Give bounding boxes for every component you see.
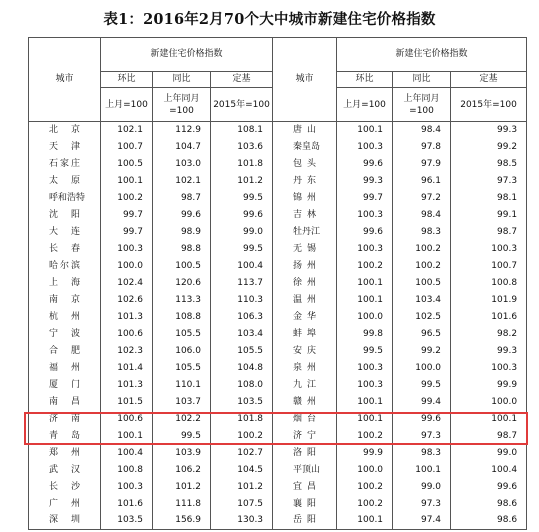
- yoy-cell: 100.5: [393, 275, 451, 292]
- city-cell: 济宁: [273, 428, 337, 445]
- fixed-base-cell: 99.0: [211, 224, 273, 241]
- mom-cell: 99.5: [337, 343, 393, 360]
- fixed-base-cell: 100.4: [211, 258, 273, 275]
- city-cell: 扬州: [273, 258, 337, 275]
- fixed-base-cell: 101.8: [211, 411, 273, 428]
- mom-cell: 100.3: [337, 377, 393, 394]
- city-cell: 哈尔滨: [29, 258, 101, 275]
- mom-cell: 99.7: [337, 190, 393, 207]
- city-cell: 岳阳: [273, 513, 337, 530]
- fixed-base-cell: 110.3: [211, 292, 273, 309]
- mom-cell: 100.0: [101, 258, 153, 275]
- table-row: [29, 428, 527, 445]
- yoy-cell: 120.6: [153, 275, 211, 292]
- fixed-base-cell: 99.3: [451, 122, 527, 139]
- fixed-base-cell: 100.0: [451, 394, 527, 411]
- city-cell: 广州: [29, 496, 101, 513]
- city-cell: 长春: [29, 241, 101, 258]
- mom-cell: 99.7: [101, 207, 153, 224]
- table-row: [29, 156, 527, 173]
- mom-cell: 102.3: [101, 343, 153, 360]
- yoy-cell: 106.0: [153, 343, 211, 360]
- yoy-cell: 101.2: [153, 479, 211, 496]
- yoy-cell: 102.5: [393, 309, 451, 326]
- base-yoy-right: 上年同月=100: [393, 88, 451, 122]
- fixed-base-cell: 100.7: [451, 258, 527, 275]
- city-cell: 襄阳: [273, 496, 337, 513]
- table-title: 表1：2016年2月70个大中城市新建住宅价格指数: [103, 11, 436, 28]
- fixed-base-cell: 98.2: [451, 326, 527, 343]
- mom-cell: 100.0: [337, 462, 393, 479]
- city-cell: 丹东: [273, 173, 337, 190]
- fixed-base-cell: 99.2: [451, 139, 527, 156]
- city-cell: 郑州: [29, 445, 101, 462]
- mom-cell: 100.1: [337, 513, 393, 530]
- table-row: [29, 496, 527, 513]
- fixed-base-cell: 130.3: [211, 513, 273, 530]
- table-row: [29, 513, 527, 530]
- fixed-base-cell: 98.5: [451, 156, 527, 173]
- city-cell: 沈阳: [29, 207, 101, 224]
- yoy-cell: 112.9: [153, 122, 211, 139]
- yoy-cell: 108.8: [153, 309, 211, 326]
- fixed-base-cell: 101.8: [211, 156, 273, 173]
- fixed-base-cell: 99.0: [451, 445, 527, 462]
- fixed-base-cell: 103.4: [211, 326, 273, 343]
- mom-cell: 102.1: [101, 122, 153, 139]
- yoy-cell: 98.9: [153, 224, 211, 241]
- table-row: [29, 326, 527, 343]
- fixed-base-cell: 108.0: [211, 377, 273, 394]
- fixed-base-cell: 99.5: [211, 241, 273, 258]
- yoy-cell: 99.4: [393, 394, 451, 411]
- col-mom-left: 环比: [101, 72, 153, 88]
- mom-cell: 99.6: [337, 224, 393, 241]
- city-cell: 石家庄: [29, 156, 101, 173]
- yoy-cell: 97.8: [393, 139, 451, 156]
- yoy-cell: 103.0: [153, 156, 211, 173]
- base-yoy-left: 上年同月=100: [153, 88, 211, 122]
- fixed-base-cell: 107.5: [211, 496, 273, 513]
- table-row: [29, 122, 527, 139]
- city-cell: 宁波: [29, 326, 101, 343]
- table-row: [29, 360, 527, 377]
- price-index-table: [28, 37, 527, 530]
- yoy-cell: 96.5: [393, 326, 451, 343]
- city-cell: 长沙: [29, 479, 101, 496]
- table-row: [29, 241, 527, 258]
- mom-cell: 100.5: [101, 156, 153, 173]
- yoy-cell: 97.3: [393, 496, 451, 513]
- table-row: [29, 139, 527, 156]
- mom-cell: 100.3: [337, 139, 393, 156]
- city-cell: 太原: [29, 173, 101, 190]
- city-cell: 福州: [29, 360, 101, 377]
- yoy-cell: 99.5: [393, 377, 451, 394]
- table-row: [29, 173, 527, 190]
- city-cell: 呼和浩特: [29, 190, 101, 207]
- fixed-base-cell: 113.7: [211, 275, 273, 292]
- city-cell: 金华: [273, 309, 337, 326]
- table-body: [29, 122, 527, 530]
- mom-cell: 102.4: [101, 275, 153, 292]
- fixed-base-cell: 98.7: [451, 428, 527, 445]
- yoy-cell: 100.0: [393, 360, 451, 377]
- table-row: [29, 462, 527, 479]
- city-cell: 天津: [29, 139, 101, 156]
- index-group-header-right: 新建住宅价格指数: [337, 38, 527, 72]
- mom-cell: 100.6: [101, 326, 153, 343]
- yoy-cell: 102.1: [153, 173, 211, 190]
- fixed-base-cell: 99.3: [451, 343, 527, 360]
- table-row: [29, 445, 527, 462]
- city-cell: 唐山: [273, 122, 337, 139]
- mom-cell: 100.1: [337, 394, 393, 411]
- col-yoy-left: 同比: [153, 72, 211, 88]
- mom-cell: 100.2: [337, 479, 393, 496]
- city-cell: 赣州: [273, 394, 337, 411]
- mom-cell: 100.2: [337, 428, 393, 445]
- index-group-header-left: 新建住宅价格指数: [101, 38, 273, 72]
- city-cell: 杭州: [29, 309, 101, 326]
- yoy-cell: 98.4: [393, 207, 451, 224]
- fixed-base-cell: 99.6: [451, 479, 527, 496]
- city-cell: 九江: [273, 377, 337, 394]
- city-cell: 济南: [29, 411, 101, 428]
- yoy-cell: 98.8: [153, 241, 211, 258]
- city-cell: 深圳: [29, 513, 101, 530]
- city-cell: 上海: [29, 275, 101, 292]
- yoy-cell: 99.0: [393, 479, 451, 496]
- base-fixed-left: 2015年=100: [211, 88, 273, 122]
- city-cell: 大连: [29, 224, 101, 241]
- mom-cell: 100.1: [101, 173, 153, 190]
- city-cell: 温州: [273, 292, 337, 309]
- table-row: [29, 292, 527, 309]
- city-cell: 吉林: [273, 207, 337, 224]
- mom-cell: 101.3: [101, 377, 153, 394]
- yoy-cell: 100.2: [393, 241, 451, 258]
- mom-cell: 101.4: [101, 360, 153, 377]
- yoy-cell: 97.4: [393, 513, 451, 530]
- fixed-base-cell: 100.8: [451, 275, 527, 292]
- mom-cell: 100.3: [337, 241, 393, 258]
- yoy-cell: 110.1: [153, 377, 211, 394]
- mom-cell: 101.6: [101, 496, 153, 513]
- mom-cell: 100.8: [101, 462, 153, 479]
- table-row: [29, 411, 527, 428]
- yoy-cell: 99.6: [393, 411, 451, 428]
- mom-cell: 100.1: [101, 428, 153, 445]
- fixed-base-cell: 100.3: [451, 241, 527, 258]
- fixed-base-cell: 101.2: [211, 479, 273, 496]
- col-fixed-right: 定基: [451, 72, 527, 88]
- mom-cell: 103.5: [101, 513, 153, 530]
- yoy-cell: 103.9: [153, 445, 211, 462]
- yoy-cell: 104.7: [153, 139, 211, 156]
- city-cell: 厦门: [29, 377, 101, 394]
- fixed-base-cell: 105.5: [211, 343, 273, 360]
- city-cell: 武汉: [29, 462, 101, 479]
- mom-cell: 100.2: [101, 190, 153, 207]
- mom-cell: 100.3: [101, 479, 153, 496]
- table-row: [29, 479, 527, 496]
- fixed-base-cell: 100.2: [211, 428, 273, 445]
- mom-cell: 100.3: [337, 207, 393, 224]
- mom-cell: 100.4: [101, 445, 153, 462]
- yoy-cell: 100.1: [393, 462, 451, 479]
- yoy-cell: 97.2: [393, 190, 451, 207]
- mom-cell: 99.6: [337, 156, 393, 173]
- mom-cell: 101.5: [101, 394, 153, 411]
- col-yoy-right: 同比: [393, 72, 451, 88]
- city-header-right: 城市: [273, 38, 337, 122]
- mom-cell: 100.2: [337, 258, 393, 275]
- mom-cell: 100.1: [337, 122, 393, 139]
- yoy-cell: 102.2: [153, 411, 211, 428]
- fixed-base-cell: 100.1: [451, 411, 527, 428]
- fixed-base-cell: 99.6: [211, 207, 273, 224]
- yoy-cell: 103.7: [153, 394, 211, 411]
- yoy-cell: 156.9: [153, 513, 211, 530]
- city-cell: 徐州: [273, 275, 337, 292]
- mom-cell: 100.7: [101, 139, 153, 156]
- yoy-cell: 100.5: [153, 258, 211, 275]
- yoy-cell: 105.5: [153, 326, 211, 343]
- mom-cell: 102.6: [101, 292, 153, 309]
- yoy-cell: 97.9: [393, 156, 451, 173]
- base-mom-right: 上月=100: [337, 88, 393, 122]
- yoy-cell: 98.3: [393, 445, 451, 462]
- city-cell: 烟台: [273, 411, 337, 428]
- table-row: [29, 309, 527, 326]
- mom-cell: 100.1: [337, 411, 393, 428]
- table-row: [29, 275, 527, 292]
- fixed-base-cell: 100.4: [451, 462, 527, 479]
- yoy-cell: 105.5: [153, 360, 211, 377]
- mom-cell: 100.3: [337, 360, 393, 377]
- fixed-base-cell: 98.6: [451, 496, 527, 513]
- yoy-cell: 97.3: [393, 428, 451, 445]
- mom-cell: 100.1: [337, 292, 393, 309]
- city-cell: 合肥: [29, 343, 101, 360]
- yoy-cell: 113.3: [153, 292, 211, 309]
- col-fixed-left: 定基: [211, 72, 273, 88]
- city-header-left: 城市: [29, 38, 101, 122]
- city-cell: 蚌埠: [273, 326, 337, 343]
- fixed-base-cell: 103.5: [211, 394, 273, 411]
- mom-cell: 99.7: [101, 224, 153, 241]
- table-row: [29, 190, 527, 207]
- table-row: [29, 258, 527, 275]
- fixed-base-cell: 101.9: [451, 292, 527, 309]
- yoy-cell: 99.5: [153, 428, 211, 445]
- mom-cell: 100.1: [337, 275, 393, 292]
- mom-cell: 100.2: [337, 496, 393, 513]
- city-cell: 南昌: [29, 394, 101, 411]
- table-row: [29, 224, 527, 241]
- base-fixed-right: 2015年=100: [451, 88, 527, 122]
- fixed-base-cell: 101.6: [451, 309, 527, 326]
- mom-cell: 99.8: [337, 326, 393, 343]
- city-cell: 洛阳: [273, 445, 337, 462]
- table-row: [29, 207, 527, 224]
- fixed-base-cell: 99.1: [451, 207, 527, 224]
- city-cell: 秦皇岛: [273, 139, 337, 156]
- yoy-cell: 106.2: [153, 462, 211, 479]
- mom-cell: 99.9: [337, 445, 393, 462]
- yoy-cell: 100.2: [393, 258, 451, 275]
- col-mom-right: 环比: [337, 72, 393, 88]
- fixed-base-cell: 104.8: [211, 360, 273, 377]
- fixed-base-cell: 108.1: [211, 122, 273, 139]
- fixed-base-cell: 98.6: [451, 513, 527, 530]
- yoy-cell: 99.2: [393, 343, 451, 360]
- city-cell: 南京: [29, 292, 101, 309]
- fixed-base-cell: 100.3: [451, 360, 527, 377]
- base-mom-left: 上月=100: [101, 88, 153, 122]
- city-cell: 平顶山: [273, 462, 337, 479]
- fixed-base-cell: 98.1: [451, 190, 527, 207]
- mom-cell: 100.0: [337, 309, 393, 326]
- city-cell: 锦州: [273, 190, 337, 207]
- fixed-base-cell: 106.3: [211, 309, 273, 326]
- city-cell: 无锡: [273, 241, 337, 258]
- table-row: [29, 343, 527, 360]
- fixed-base-cell: 102.7: [211, 445, 273, 462]
- fixed-base-cell: 97.3: [451, 173, 527, 190]
- fixed-base-cell: 99.9: [451, 377, 527, 394]
- yoy-cell: 98.4: [393, 122, 451, 139]
- mom-cell: 99.3: [337, 173, 393, 190]
- yoy-cell: 99.6: [153, 207, 211, 224]
- yoy-cell: 111.8: [153, 496, 211, 513]
- table-row: [29, 377, 527, 394]
- city-cell: 安庆: [273, 343, 337, 360]
- fixed-base-cell: 98.7: [451, 224, 527, 241]
- city-cell: 北京: [29, 122, 101, 139]
- fixed-base-cell: 101.2: [211, 173, 273, 190]
- yoy-cell: 98.3: [393, 224, 451, 241]
- city-cell: 包头: [273, 156, 337, 173]
- city-cell: 青岛: [29, 428, 101, 445]
- city-cell: 泉州: [273, 360, 337, 377]
- yoy-cell: 98.7: [153, 190, 211, 207]
- city-cell: 牡丹江: [273, 224, 337, 241]
- yoy-cell: 103.4: [393, 292, 451, 309]
- yoy-cell: 96.1: [393, 173, 451, 190]
- mom-cell: 100.6: [101, 411, 153, 428]
- mom-cell: 100.3: [101, 241, 153, 258]
- mom-cell: 101.3: [101, 309, 153, 326]
- fixed-base-cell: 103.6: [211, 139, 273, 156]
- city-cell: 宜昌: [273, 479, 337, 496]
- fixed-base-cell: 99.5: [211, 190, 273, 207]
- table-row: [29, 394, 527, 411]
- fixed-base-cell: 104.5: [211, 462, 273, 479]
